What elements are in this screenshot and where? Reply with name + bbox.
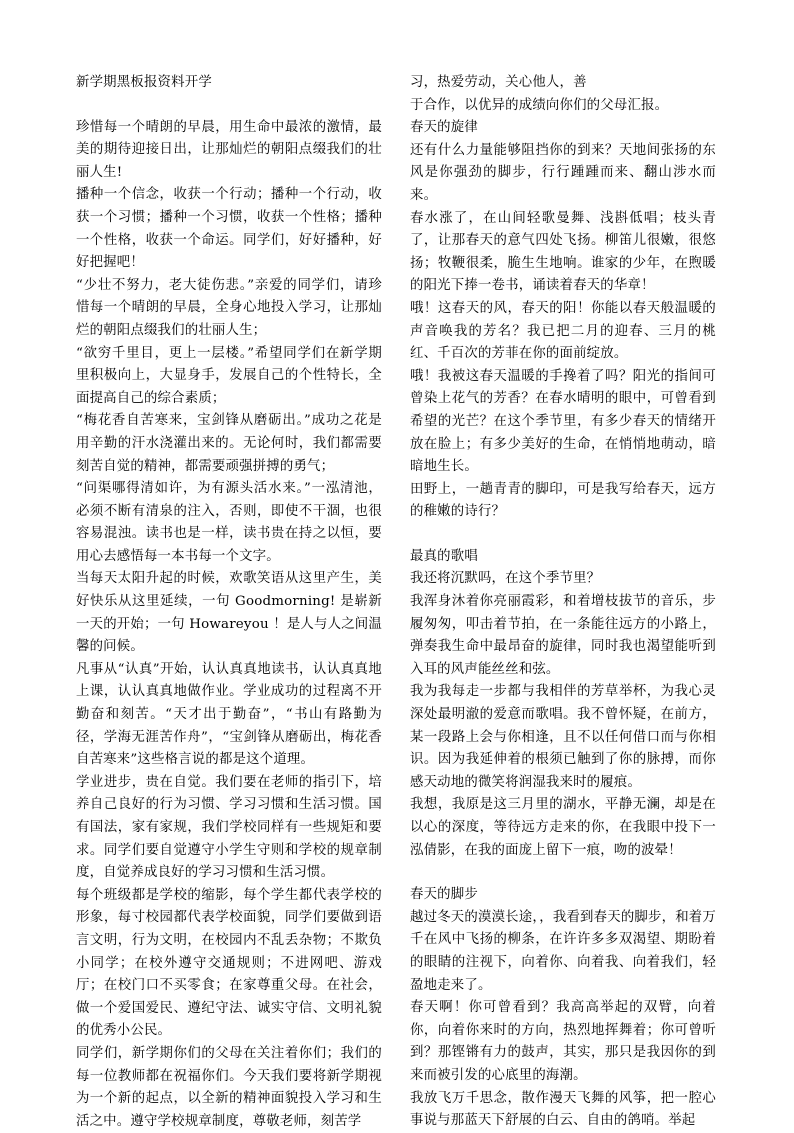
- paragraph: 春水涨了，在山间轻歌曼舞、浅斟低唱；枝头青了，让那春天的意气四处飞扬。柳笛儿很嫩，很悠扬；牧鞭很柔，脆生生地响。谁家的少年，在煦暖的阳光下捧一卷书，诵读着春天的华章！: [410, 210, 716, 294]
- paragraph: 我为我每走一步都与我相伴的芳草举杯，为我心灵深处最明澈的爱意而歌唱。我不曾怀疑，在前方，某一段路上会与你相逢，且不以任何借口而与你相识。因为我延伸着的根须已触到了你的脉搏，而你感天动地的微笑将润湿我来时的履痕。: [410, 684, 716, 790]
- paragraph: 春天啊！你可曾看到？我高高举起的双臂，向着你，向着你来时的方向，热烈地挥舞着；你可曾听到？那铿锵有力的鼓声，其实，那只是我因你的到来而被引发的心底里的海潮。: [410, 1000, 716, 1083]
- paragraph: 学业进步，贵在自觉。我们要在老师的指引下，培养自己良好的行为习惯、学习习惯和生活习惯。国有国法，家有家规，我们学校同样有一些规矩和要求。同学们要自觉遵守小学生守则和学校的规章制度，自觉养成良好的学习习惯和生活习惯。: [76, 774, 382, 881]
- continued-line: 习，热爱劳动，关心他人，善: [410, 75, 587, 90]
- paragraph: 珍惜每一个晴朗的早晨，用生命中最浓的激情，最美的期待迎接日出，让那灿烂的朝阳点缀我们的壮丽人生!: [76, 119, 382, 180]
- paragraph: “梅花香自苦寒来，宝剑锋从磨砺出。”成功之花是用辛勤的汗水浇灌出来的。无论何时，我们都需要刻苦自觉的精神，都需要顽强拼搏的勇气；: [76, 413, 382, 474]
- section-heading: 春天的脚步: [410, 887, 478, 903]
- paragraph: 还有什么力量能够阻挡你的到来？天地间张扬的东风是你强劲的脚步，行行踵踵而来、翻山涉水而来。: [410, 142, 716, 203]
- continued-line: 于合作，以优异的成绩向你们的父母汇报。: [410, 97, 669, 113]
- left-column: [76, 72, 382, 1133]
- paragraph: 我浑身沐着你亮丽霞彩，和着增枝拔节的音乐，步履匆匆，叩击着节拍，在一条能往远方的小路上，弹奏我生命中最昂奋的旋律，同时我也渴望能听到入耳的风声能丝丝和弦。: [410, 594, 716, 677]
- paragraph: 哦！我被这春天温暖的手搀着了吗？阳光的指间可曾染上花气的芳香？在春水晴明的眼中，可曾看到希望的光芒？在这个季节里，有多少春天的情绪开放在脸上；有多少美好的生命，在悄悄地萌动，暗暗地生长。: [410, 368, 716, 475]
- paragraph: 我放飞万千思念，散作漫天飞舞的风筝，把一腔心事说与那蓝天下舒展的白云、自由的鸽哨。举起: [410, 1090, 716, 1129]
- paragraph: 凡事从“认真”开始，认认真真地读书，认认真真地上课，认认真真地做作业。学业成功的过程离不开勤奋和刻苦。“天才出于勤奋”，“书山有路勤为径，学海无涯苦作舟”，“宝剑锋从磨砺出，梅花香自苦寒来”这些格言说的都是这个道理。: [76, 661, 382, 768]
- paragraph: 播种一个信念，收获一个行动；播种一个行动，收获一个习惯；播种一个习惯，收获一个性格；播种一个性格，收获一个命运。同学们，好好播种，好好把握吧！: [76, 187, 382, 271]
- paragraph: 每个班级都是学校的缩影，每个学生都代表学校的形象，每寸校园都代表学校面貌，同学们要做到语言文明，行为文明，在校园内不乱丢杂物；不欺负小同学；在校外遵守交通规则；不进网吧、游戏厅；在校门口不买零食；在家尊重父母。在社会，做一个爱国爱民、遵纪守法、诚实守信、文明礼貌的优秀小公民。: [76, 887, 382, 1039]
- paragraph: 田野上，一趟青青的脚印，可是我写给春天，远方的稚嫩的诗行？: [410, 481, 716, 520]
- right-column: [410, 72, 716, 1133]
- paragraph: 越过冬天的漠漠长途，，我看到春天的脚步，和着万千在风中飞扬的柳条，在许许多多双渴望、期盼着的眼睛的注视下，向着你、向着我、向着我们，轻盈地走来了。: [410, 909, 716, 993]
- paragraph: 哦！这春天的风，春天的阳！你能以春天般温暖的声音唤我的芳名？我已把二月的迎春、三月的桃红、千百次的芳菲在你的面前绽放。: [410, 300, 716, 362]
- paragraph: “问渠哪得清如许，为有源头活水来。”一泓清池，必须不断有清泉的注入，否则，即使不干涸，也很容易混浊。读书也是一样，读书贵在持之以恒，要用心去感悟每一本书每一个文字。: [76, 481, 382, 564]
- paragraph: 我还将沉默吗，在这个季节里？: [410, 571, 601, 587]
- paragraph: 当每天太阳升起的时候，欢歌笑语从这里产生，美好快乐从这里延续，一句 Goodmorning! 是崭新一天的开始；一句 Howareyou ！是人与人之间温馨的问候。: [76, 571, 382, 655]
- document-title: 新学期黑板报资料开学: [76, 75, 212, 90]
- section-heading: 春天的旋律: [410, 120, 478, 136]
- paragraph: “欲穷千里目，更上一层楼。”希望同学们在新学期里积极向上，大显身手，发展自己的个性特长，全面提高自己的综合素质；: [76, 345, 382, 406]
- section-heading: 最真的歌唱: [410, 548, 478, 564]
- paragraph: 我想，我原是这三月里的湖水，平静无澜，却是在以心的深度，等待远方走来的你，在我眼中投下一泓倩影，在我的面庞上留下一痕，吻的波晕！: [410, 797, 716, 858]
- paragraph: 同学们，新学期你们的父母在关注着你们；我们的每一位教师都在祝福你们。今天我们要将新学期视为一个新的起点，以全新的精神面貌投入学习和生活之中。遵守学校规章制度，尊敬老师，刻苦学: [76, 1045, 382, 1129]
- paragraph: “少壮不努力，老大徒伤悲。”亲爱的同学们，请珍惜每一个晴朗的早晨，全身心地投入学习，让那灿烂的朝阳点缀我们的壮丽人生；: [76, 277, 382, 338]
